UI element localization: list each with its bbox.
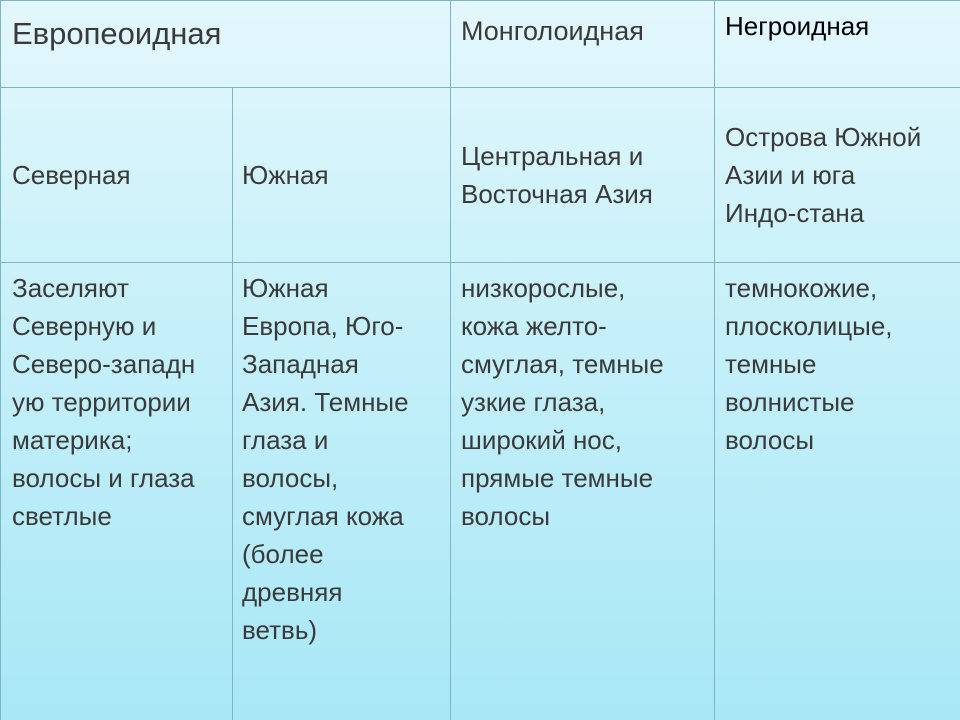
text-line: узкие глаза, (461, 387, 606, 417)
text-line: Центральная и (461, 141, 644, 171)
region-southern (233, 88, 451, 263)
header-europeoid (0, 0, 451, 88)
header-negroid-label: Негроидная (725, 11, 870, 41)
text-line: Западная (242, 349, 359, 379)
header-negroid (715, 0, 960, 88)
text-line: волнистые (725, 387, 855, 417)
text-line: прямые темные (461, 463, 654, 493)
description-mongoloid (451, 263, 715, 720)
region-northern (0, 88, 233, 263)
text-line: смуглая кожа (242, 501, 404, 531)
text-line: широкий нос, (461, 425, 622, 455)
text-line: волосы, (242, 463, 339, 493)
header-mongoloid-label: Монголоидная (461, 16, 644, 46)
region-negroid (715, 88, 960, 263)
text-line: Азии и юга (725, 160, 856, 190)
header-europeoid-label: Европеоидная (12, 16, 222, 51)
text-line: глаза и (242, 425, 329, 455)
text-line: Заселяют (12, 273, 129, 303)
text-line: низкорослые, (461, 273, 626, 303)
text-line: (более (242, 539, 324, 569)
text-line: плосколицые, (725, 311, 893, 341)
text-line: волосы (725, 425, 815, 455)
header-mongoloid (451, 0, 715, 88)
text-line: Европа, Юго- (242, 311, 404, 341)
description-northern (0, 263, 233, 720)
text-line: Северо-западн (12, 349, 196, 379)
text-line: темные (725, 349, 817, 379)
text-line: Острова Южной (725, 122, 922, 152)
text-line: волосы (461, 501, 551, 531)
text-line: светлые (12, 501, 112, 531)
text-line: Южная (242, 273, 329, 303)
text-line: древняя (242, 577, 343, 607)
region-northern-label: Северная (12, 160, 131, 190)
region-mongoloid (451, 88, 715, 263)
text-line: ую территории (12, 387, 191, 417)
region-southern-label: Южная (242, 160, 329, 190)
text-line: смуглая, темные (461, 349, 664, 379)
text-line: Восточная Азия (461, 179, 653, 209)
text-line: Северную и (12, 311, 157, 341)
text-line: Азия. Темные (242, 387, 409, 417)
text-line: материка; (12, 425, 133, 455)
text-line: кожа желто- (461, 311, 607, 341)
text-line: волосы и глаза (12, 463, 195, 493)
description-negroid (715, 263, 960, 720)
text-line: Индо-стана (725, 198, 865, 228)
description-southern (233, 263, 451, 720)
text-line: ветвь) (242, 615, 318, 645)
text-line: темнокожие, (725, 273, 878, 303)
